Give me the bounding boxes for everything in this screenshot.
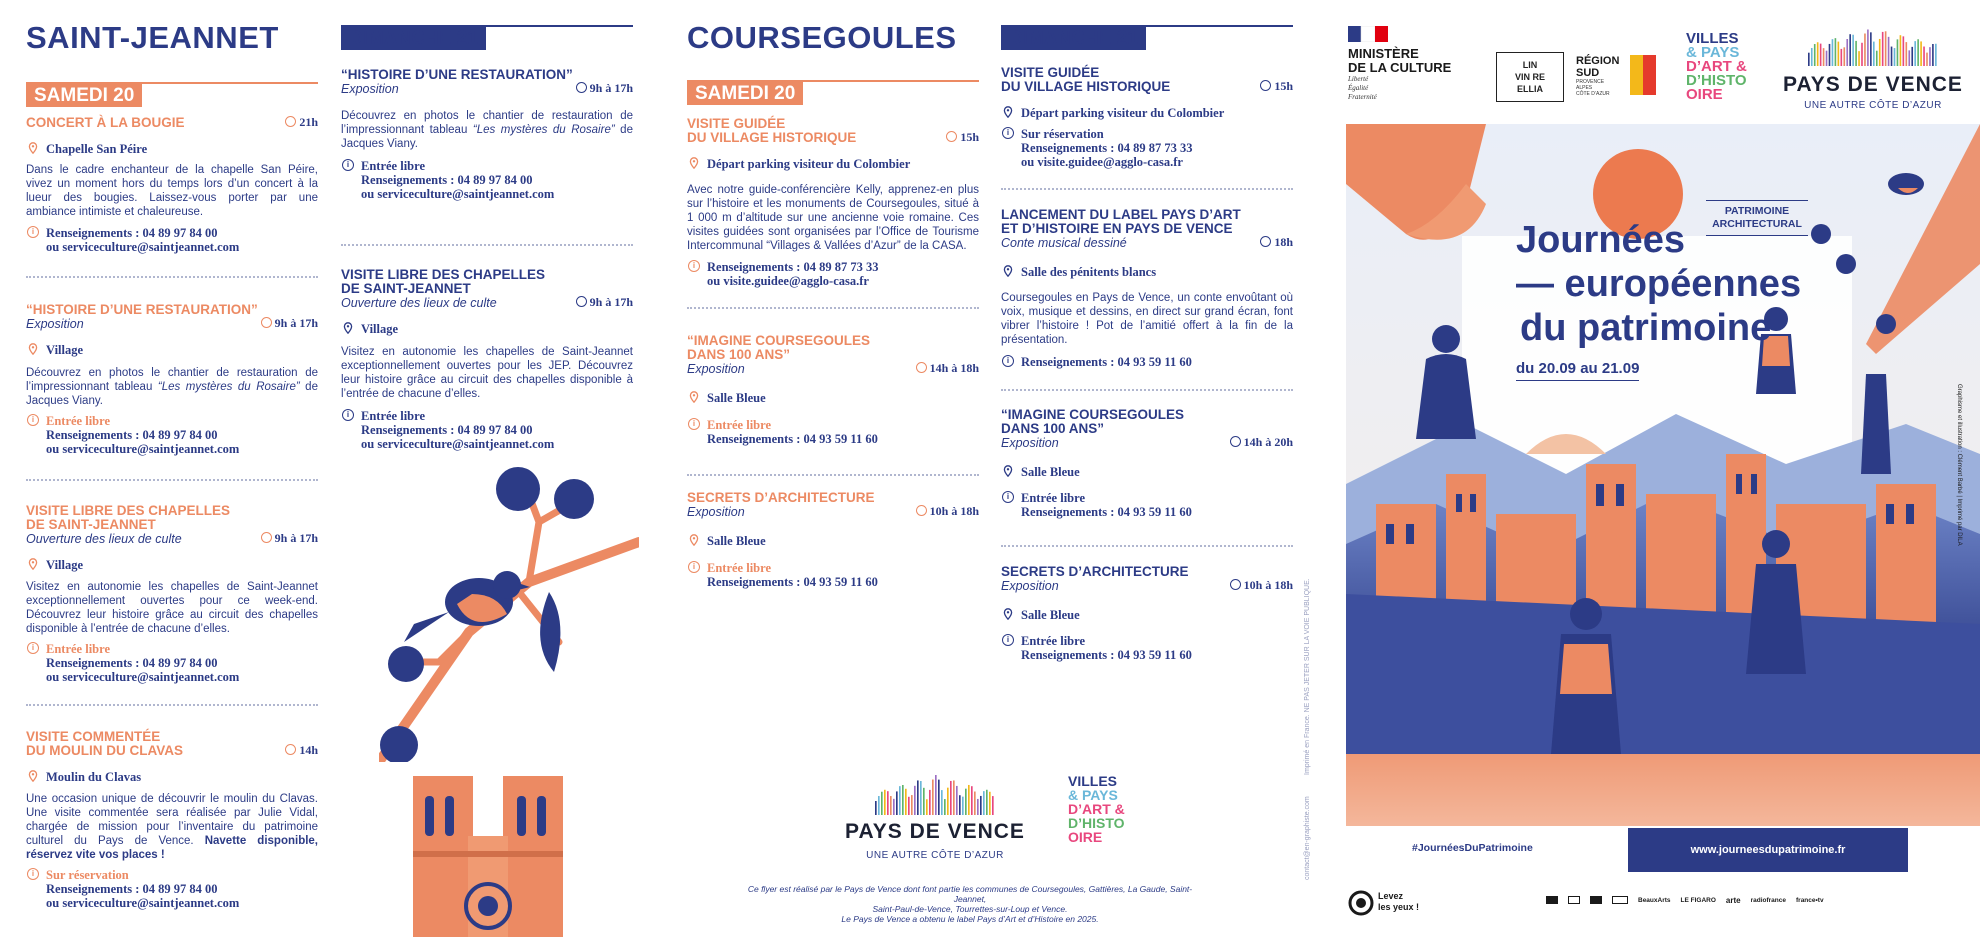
- event-histoire-restauration: [341, 68, 633, 201]
- event-info: i Renseignements : 04 89 97 84 00 ou serviceculture@saintjeannet.com: [26, 226, 318, 254]
- location-pin-icon: [28, 142, 38, 154]
- skyline-bar: [1908, 50, 1910, 66]
- separator: [687, 307, 979, 309]
- event-subtitle: Ouverture des lieux de culte: [26, 532, 182, 546]
- event-time: 14h à 18h: [916, 361, 979, 376]
- skyline-bar: [1843, 47, 1845, 66]
- skyline-bar: [1832, 39, 1834, 66]
- location-pin-icon: [689, 391, 699, 403]
- skyline-bar: [1891, 47, 1893, 66]
- partner-logo-square: [1546, 896, 1558, 904]
- skyline-bar: [923, 788, 925, 815]
- day-header: [1001, 25, 1293, 50]
- event-title: VISITE LIBRE DES CHAPELLES DE SAINT-JEANNET: [26, 503, 231, 532]
- event-visite-chapelles: [341, 268, 633, 451]
- email-link[interactable]: ou serviceculture@saintjeannet.com: [361, 437, 555, 451]
- column-saint-jeannet-dimanche: [341, 0, 633, 937]
- event-time: 9h à 17h: [261, 531, 318, 546]
- skyline-bar: [920, 781, 922, 815]
- event-visite-guidee: [1001, 66, 1293, 169]
- column-saint-jeannet-samedi: [26, 0, 318, 937]
- skyline-bar: [929, 790, 931, 815]
- skyline-bar: [1841, 49, 1843, 66]
- event-title: SECRETS D’ARCHITECTURE: [687, 490, 875, 505]
- skyline-bar: [968, 785, 970, 815]
- event-title: “HISTOIRE D’UNE RESTAURATION”: [341, 67, 573, 82]
- town-title: SAINT-JEANNET: [26, 20, 279, 55]
- info-icon: i: [1002, 355, 1014, 367]
- event-info: i Entrée libre Renseignements : 04 89 97 84 00 ou serviceculture@saintjeannet.com: [26, 642, 318, 684]
- poster-title: Journées — européennes du patrimoine: [1516, 219, 1802, 349]
- skyline-bar: [1849, 34, 1851, 66]
- skyline-bar: [1932, 44, 1934, 66]
- event-subtitle: Exposition: [687, 362, 745, 376]
- event-title: VISITE GUIDÉE DU VILLAGE HISTORIQUE: [1001, 65, 1171, 94]
- event-secrets-architecture: [1001, 565, 1293, 662]
- skyline-bar: [983, 791, 985, 815]
- partners-logos: [1546, 893, 1976, 907]
- skyline-bar: [938, 780, 940, 815]
- day-label: DIMANCHE 21: [1001, 27, 1146, 50]
- event-subtitle: Exposition: [1001, 579, 1059, 593]
- skyline-bar: [1823, 48, 1825, 66]
- skyline-bar: [941, 790, 943, 815]
- skyline-bar: [944, 799, 946, 815]
- skyline-bar: [1888, 37, 1890, 66]
- event-visite-chapelles: [26, 504, 318, 684]
- event-subtitle: Conte musical dessiné: [1001, 236, 1127, 250]
- separator: [341, 244, 633, 246]
- skyline-bar: [1867, 29, 1869, 66]
- info-icon: i: [27, 868, 39, 880]
- event-description: Visitez en autonomie les chapelles de Saint-Jeannet exceptionnellement ouvertes pour les JEP. Découvrez leur histoire grâce au circuit des chapelles disponible à l’entrée de chacune d’elles.: [341, 346, 633, 400]
- event-time: 14h à 20h: [1230, 435, 1293, 450]
- separator: [1001, 389, 1293, 391]
- unesco-logo: LIN VIN RE ELLIA: [1496, 52, 1564, 102]
- skyline-bar: [1885, 31, 1887, 66]
- skyline-bar: [1917, 39, 1919, 66]
- event-info: i Entrée libre Renseignements : 04 89 97 84 00 ou serviceculture@saintjeannet.com: [341, 159, 633, 201]
- email-link[interactable]: ou serviceculture@saintjeannet.com: [46, 240, 240, 254]
- skyline-bar: [1897, 39, 1899, 66]
- clock-icon: [261, 532, 272, 543]
- skyline-bar: [962, 797, 964, 815]
- website-link[interactable]: www.journeesdupatrimoine.fr: [1628, 828, 1908, 872]
- location-pin-icon: [689, 157, 699, 169]
- skyline-bar: [1935, 44, 1937, 66]
- ministere-logo: MINISTÈRE DE LA CULTURE Liberté Égalité Fraternité: [1348, 26, 1478, 102]
- print-note: Imprimé en France. NE PAS JETER SUR LA VOIE PUBLIQUE.: [1304, 578, 1311, 775]
- event-time: 9h à 17h: [576, 295, 633, 310]
- skyline-bar: [1855, 41, 1857, 66]
- clock-icon: [261, 317, 272, 328]
- skyline-bar: [1817, 42, 1819, 66]
- event-description: Visitez en autonomie les chapelles de Saint-Jeannet exceptionnellement ouvertes pour ce week-end. Découvrez leur histoire grâce au circuit des chapelles disponible à l’entrée de chacune d’elles.: [26, 581, 318, 635]
- skyline-bar: [1870, 32, 1872, 66]
- skyline-bar: [1894, 48, 1896, 66]
- partner-francetv: france•tv: [1796, 896, 1824, 904]
- skyline-bar: [953, 780, 955, 815]
- event-info: i Entrée libre Renseignements : 04 93 59 11 60: [1001, 491, 1293, 519]
- pays-de-vence-logo: PAYS DE VENCE UNE AUTRE CÔTE D’AZUR: [1768, 28, 1978, 111]
- event-time: 10h à 18h: [1230, 578, 1293, 593]
- skyline-bar: [1858, 51, 1860, 66]
- skyline-bar: [1808, 53, 1810, 66]
- clock-icon: [285, 116, 296, 127]
- skyline-bar: [881, 792, 883, 815]
- location-pin-icon: [1003, 265, 1013, 277]
- event-info: i Renseignements : 04 89 87 73 33 ou visite.guidee@agglo-casa.fr: [687, 260, 979, 288]
- event-title: VISITE GUIDÉE DU VILLAGE HISTORIQUE: [687, 116, 857, 145]
- skyline-bar: [971, 786, 973, 815]
- jep-poster: [1346, 124, 1980, 826]
- skyline-bar: [1911, 47, 1913, 66]
- event-subtitle: Exposition: [341, 82, 399, 96]
- clock-icon: [1230, 579, 1241, 590]
- event-place: Village: [26, 558, 318, 572]
- event-description: Une occasion unique de découvrir le moulin du Clavas. Une visite commentée sera réalisée par Julie Vidal, chargée de mission pour l’inventaire du patrimoine culturel du Pays de Vence. Navette disponible, réservez vite vos places !: [26, 793, 319, 861]
- separator: [26, 276, 318, 278]
- event-visite-guidee: [687, 117, 979, 288]
- email-link[interactable]: ou visite.guidee@agglo-casa.fr: [1021, 155, 1183, 169]
- villes-pays-art-histoire-logo: VILLES & PAYS D’ART & D’HISTO OIRE: [1068, 773, 1125, 845]
- event-place: Départ parking visiteur du Colombier: [1001, 106, 1293, 120]
- clock-icon: [576, 82, 587, 93]
- town-title: COURSEGOULES: [687, 20, 957, 55]
- skyline-bar: [1879, 39, 1881, 66]
- info-icon: i: [688, 260, 700, 272]
- skyline-bar: [959, 795, 961, 815]
- event-info: i Entrée libre Renseignements : 04 89 97 84 00 ou serviceculture@saintjeannet.com: [26, 414, 318, 456]
- skyline-bar: [896, 791, 898, 815]
- event-place: Salle Bleue: [1001, 465, 1293, 479]
- skyline-bar: [1829, 44, 1831, 66]
- event-time: 15h: [1260, 79, 1293, 94]
- skyline-bar: [1811, 48, 1813, 66]
- partner-strip: [1346, 880, 1980, 937]
- event-title: “IMAGINE COURSEGOULES DANS 100 ANS”: [1001, 407, 1185, 436]
- cover-link-bar: [1346, 826, 1980, 872]
- event-time: 14h: [285, 743, 318, 758]
- skyline-bar: [974, 792, 976, 815]
- event-place: Village: [341, 322, 633, 336]
- event-title: “IMAGINE COURSEGOULES DANS 100 ANS”: [687, 333, 871, 362]
- skyline-bar: [1903, 36, 1905, 66]
- event-histoire-restauration: [26, 303, 318, 456]
- event-description: Coursegoules en Pays de Vence, un conte envoûtant où voix, musique et dessins, en direct sur grand écran, font vibrer l’histoire ! Pot de l’amitié offert à la fin de la présentation.: [1001, 292, 1293, 346]
- event-info: i Entrée libre Renseignements : 04 89 97 84 00 ou serviceculture@saintjeannet.com: [341, 409, 633, 451]
- skyline-bars-icon: [1808, 28, 1938, 68]
- patrimoine-badge: PATRIMOINE ARCHITECTURAL: [1706, 200, 1808, 236]
- skyline-bar: [1914, 41, 1916, 66]
- email-link[interactable]: ou serviceculture@saintjeannet.com: [46, 442, 240, 456]
- skyline-bar: [887, 791, 889, 815]
- flyer-credits: Ce flyer est réalisé par le Pays de Vence dont font partie les communes de Coursegoules, Gattières, La Gaude, Saint-Jeannet, Saint-Paul-de-Vence, Tourrettes-sur-Loup et Vence. Le Pays de Vence a obtenu le label Pays d’Art et d’Histoire en 2025.: [747, 884, 1193, 924]
- event-lancement-label: [1001, 208, 1293, 369]
- event-moulin-clavas: [26, 730, 318, 910]
- skyline-bar: [992, 796, 994, 815]
- email-link[interactable]: ou serviceculture@saintjeannet.com: [46, 670, 240, 684]
- region-sud-logo: RÉGION SUD PROVENCE ALPES CÔTE D’AZUR: [1576, 55, 1656, 97]
- event-subtitle: Exposition: [1001, 436, 1059, 450]
- skyline-bar: [1923, 47, 1925, 66]
- day-label: DIMANCHE 21: [341, 27, 486, 50]
- skyline-bar: [935, 775, 937, 815]
- clock-icon: [285, 744, 296, 755]
- event-description: Découvrez en photos le chantier de restauration de l’impressionnant tableau “Les mystères du Rosaire” de Jacques Viany.: [26, 367, 318, 407]
- skyline-bar: [878, 796, 880, 815]
- event-title: LANCEMENT DU LABEL PAYS D’ART ET D’HISTOIRE EN PAYS DE VENCE: [1001, 207, 1241, 236]
- event-info: i Sur réservation Renseignements : 04 89 97 84 00 ou serviceculture@saintjeannet.com: [26, 868, 318, 910]
- clock-icon: [576, 296, 587, 307]
- email-link[interactable]: ou serviceculture@saintjeannet.com: [46, 896, 240, 910]
- clock-icon: [946, 131, 957, 142]
- event-imagine-coursegoules: [1001, 408, 1293, 519]
- info-icon: i: [688, 418, 700, 430]
- clock-icon: [1230, 436, 1241, 447]
- skyline-bar: [1876, 51, 1878, 66]
- clock-icon: [1260, 80, 1271, 91]
- location-pin-icon: [1003, 106, 1013, 118]
- skyline-bar: [932, 780, 934, 815]
- info-icon: i: [342, 159, 354, 171]
- event-place: Salle Bleue: [1001, 608, 1293, 622]
- location-pin-icon: [689, 534, 699, 546]
- separator: [1001, 188, 1293, 190]
- skyline-bar: [1920, 41, 1922, 66]
- event-title: SECRETS D’ARCHITECTURE: [1001, 564, 1189, 579]
- skyline-bar: [914, 786, 916, 815]
- partner-logo-square: [1612, 896, 1628, 904]
- event-info: i Entrée libre Renseignements : 04 93 59 11 60: [687, 418, 979, 446]
- skyline-bar: [1861, 43, 1863, 66]
- bird-branch-illustration: [379, 462, 639, 762]
- skyline-bar: [980, 796, 982, 815]
- skyline-bar: [950, 781, 952, 815]
- location-pin-icon: [1003, 465, 1013, 477]
- event-info: i Entrée libre Renseignements : 04 93 59 11 60: [1001, 634, 1293, 662]
- cover-header: [1346, 0, 1980, 124]
- event-info: i Sur réservation Renseignements : 04 89 87 73 33 ou visite.guidee@agglo-casa.fr: [1001, 127, 1293, 169]
- info-icon: i: [27, 226, 39, 238]
- hashtag[interactable]: #JournéesDuPatrimoine: [1412, 842, 1533, 854]
- event-title: VISITE COMMENTÉE DU MOULIN DU CLAVAS: [26, 729, 183, 758]
- event-description: Dans le cadre enchanteur de la chapelle San Péire, vivez un moment hors du temps lors d’un concert à la lueur des bougies. Laissez-vous porter par une ambiance intimiste et chaleureuse.: [26, 164, 318, 218]
- location-pin-icon: [28, 558, 38, 570]
- partner-logo-square: [1568, 896, 1580, 904]
- location-pin-icon: [343, 322, 353, 334]
- location-pin-icon: [1003, 608, 1013, 620]
- event-place: Salle Bleue: [687, 534, 979, 548]
- skyline-bar: [1906, 42, 1908, 66]
- day-label: SAMEDI 20: [26, 84, 142, 107]
- partner-beauxarts: BeauxArts: [1638, 896, 1671, 904]
- skyline-bar: [1882, 32, 1884, 66]
- villes-pays-art-histoire-logo: VILLES & PAYS D’ART & D’HISTO OIRE: [1686, 30, 1747, 103]
- poster-dates: du 20.09 au 21.09: [1516, 360, 1639, 381]
- skyline-bar: [1820, 44, 1822, 66]
- separator: [26, 704, 318, 706]
- illustration-credit: Graphisme et illustration : Clément Barbé | Imprimé par DILA: [1956, 384, 1962, 546]
- skyline-bar: [986, 790, 988, 815]
- event-description: Découvrez en photos le chantier de restauration de l’impressionnant tableau “Les mystères du Rosaire” de Jacques Viany.: [341, 110, 633, 150]
- skyline-bar: [908, 797, 910, 815]
- marianne-icon: [1348, 26, 1388, 42]
- info-icon: i: [27, 642, 39, 654]
- skyline-bar: [875, 801, 877, 815]
- clock-icon: [916, 505, 927, 516]
- event-place: Départ parking visiteur du Colombier: [687, 157, 979, 171]
- levez-les-yeux-logo: Levez les yeux !: [1348, 888, 1438, 918]
- skyline-bar: [890, 796, 892, 815]
- event-time: 21h: [285, 115, 318, 130]
- skyline-bar: [905, 789, 907, 815]
- info-icon: i: [342, 409, 354, 421]
- event-time: 10h à 18h: [916, 504, 979, 519]
- event-concert: [26, 116, 318, 254]
- event-info: i Renseignements : 04 93 59 11 60: [1001, 355, 1293, 369]
- skyline-bar: [989, 792, 991, 815]
- day-label: SAMEDI 20: [687, 82, 803, 105]
- event-title: “HISTOIRE D’UNE RESTAURATION”: [26, 302, 258, 317]
- separator: [1001, 545, 1293, 547]
- day-header: [26, 82, 318, 107]
- skyline-bars-icon: [875, 775, 995, 817]
- info-icon: i: [1002, 634, 1014, 646]
- event-title: CONCERT À LA BOUGIE: [26, 115, 185, 130]
- skyline-bar: [926, 799, 928, 815]
- partner-arte: arte: [1725, 895, 1741, 905]
- info-icon: i: [1002, 127, 1014, 139]
- partner-radiofrance: radiofrance: [1750, 896, 1786, 904]
- event-title: VISITE LIBRE DES CHAPELLES DE SAINT-JEANNET: [341, 267, 546, 296]
- event-place: Chapelle San Péire: [26, 142, 318, 156]
- skyline-bar: [1852, 35, 1854, 66]
- location-pin-icon: [28, 770, 38, 782]
- location-pin-icon: [28, 343, 38, 355]
- cathedral-illustration: [413, 776, 563, 937]
- skyline-bar: [956, 786, 958, 815]
- event-place: Village: [26, 343, 318, 357]
- day-header: [341, 25, 633, 50]
- event-place: Salle Bleue: [687, 391, 979, 405]
- event-time: 9h à 17h: [576, 81, 633, 96]
- clock-icon: [1260, 236, 1271, 247]
- eye-circle-icon: [1348, 890, 1374, 916]
- email-link[interactable]: ou serviceculture@saintjeannet.com: [361, 187, 555, 201]
- clock-icon: [916, 362, 927, 373]
- skyline-bar: [917, 780, 919, 815]
- column-coursegoules-dimanche: [1001, 0, 1293, 937]
- skyline-bar: [977, 799, 979, 815]
- event-subtitle: Ouverture des lieux de culte: [341, 296, 497, 310]
- day-header: [687, 80, 979, 105]
- skyline-bar: [1864, 34, 1866, 66]
- skyline-bar: [1900, 35, 1902, 66]
- partner-lefigaro: LE FIGARO: [1680, 896, 1716, 904]
- skyline-bar: [1929, 47, 1931, 66]
- skyline-bar: [947, 788, 949, 815]
- skyline-bar: [1873, 42, 1875, 66]
- partner-logo-square: [1590, 896, 1602, 904]
- event-subtitle: Exposition: [26, 317, 84, 331]
- skyline-bar: [884, 790, 886, 815]
- designer-contact: contact@en-graphiste.com: [1304, 796, 1311, 880]
- skyline-bar: [965, 789, 967, 815]
- event-imagine-coursegoules: [687, 334, 979, 446]
- separator: [687, 474, 979, 476]
- skyline-bar: [1826, 51, 1828, 66]
- skyline-bar: [1926, 53, 1928, 66]
- email-link[interactable]: ou visite.guidee@agglo-casa.fr: [707, 274, 869, 288]
- event-time: 15h: [946, 130, 979, 145]
- info-icon: i: [688, 561, 700, 573]
- event-subtitle: Exposition: [687, 505, 745, 519]
- skyline-bar: [902, 785, 904, 815]
- event-time: 18h: [1260, 235, 1293, 250]
- event-info: i Entrée libre Renseignements : 04 93 59 11 60: [687, 561, 979, 589]
- skyline-bar: [1835, 38, 1837, 66]
- event-place: Moulin du Clavas: [26, 770, 318, 784]
- event-place: Salle des pénitents blancs: [1001, 265, 1293, 279]
- event-description: Avec notre guide-conférencière Kelly, apprenez-en plus sur l’histoire et les monuments de Coursegoules, situé à 1 000 m d’altitude sur une ancienne voie romaine. Ces visites guidées sont organisées par l’Office de Tourisme Intercommunal “Villages & Vallées d’Azur” de la CASA.: [687, 184, 979, 252]
- skyline-bar: [893, 799, 895, 815]
- event-secrets-architecture: [687, 491, 979, 589]
- info-icon: i: [1002, 491, 1014, 503]
- pays-de-vence-logo: PAYS DE VENCE UNE AUTRE CÔTE D’AZUR: [840, 775, 1030, 861]
- skyline-bar: [911, 795, 913, 815]
- skyline-bar: [1814, 44, 1816, 66]
- separator: [26, 479, 318, 481]
- skyline-bar: [1838, 42, 1840, 66]
- info-icon: i: [27, 414, 39, 426]
- skyline-bar: [899, 786, 901, 815]
- event-time: 9h à 17h: [261, 316, 318, 331]
- skyline-bar: [1846, 39, 1848, 66]
